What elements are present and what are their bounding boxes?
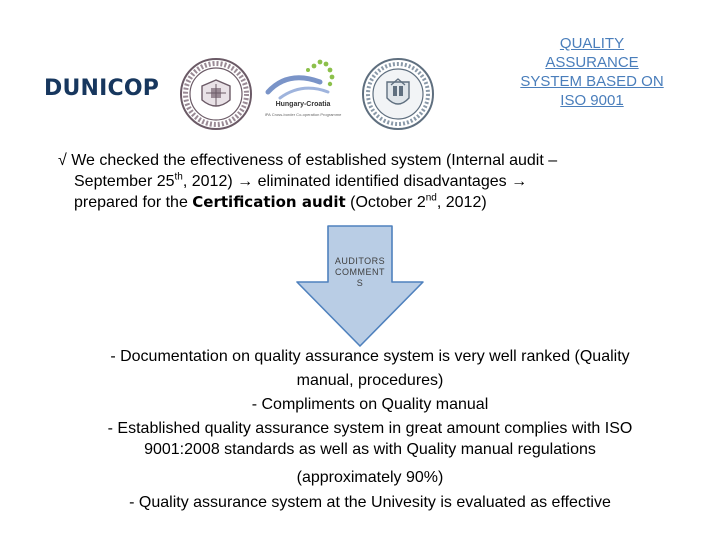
- check-bullet-icon: √: [58, 152, 67, 169]
- brand-title: DUNICOP: [44, 76, 160, 101]
- intro-text: We checked the effectiveness of established system (Internal audit –: [71, 152, 558, 169]
- ordinal-suffix: th: [174, 171, 183, 183]
- ordinal-suffix: nd: [425, 192, 437, 204]
- intro-paragraph: [58, 150, 678, 213]
- auditor-results: [40, 346, 700, 513]
- arrow-label: [328, 256, 392, 289]
- title-line: SYSTEM BASED ON: [520, 73, 664, 90]
- intro-text: prepared for the: [74, 194, 193, 211]
- hungary-croatia-logo-subtext: IPA Cross-border Co-operation Programme: [264, 112, 342, 117]
- result-line: - Compliments on Quality manual: [251, 396, 489, 413]
- result-line: 9001:2008 standards as well as with Quality manual regulations: [144, 441, 596, 458]
- certification-audit-emphasis: Certification audit: [192, 193, 346, 211]
- intro-text: , 2012) → eliminated identified disadvantages →: [182, 173, 528, 190]
- university-seal-logo: [178, 56, 254, 132]
- title-line: QUALITY: [559, 35, 625, 52]
- title-line: ISO 9001: [560, 92, 624, 109]
- result-line: (approximately 90%): [296, 469, 444, 486]
- result-line: manual, procedures): [296, 372, 444, 389]
- page-title: [500, 34, 684, 110]
- hungary-croatia-logo-text: Hungary-Croatia: [275, 101, 331, 108]
- title-line: ASSURANCE: [545, 54, 639, 71]
- arrow-label-line: AUDITORS: [334, 256, 386, 266]
- intro-text: , 2012): [436, 194, 487, 211]
- intro-text: September 25: [74, 173, 175, 190]
- intro-line-2: [58, 171, 678, 192]
- intro-line-3: [58, 192, 678, 213]
- intro-text: (October 2: [345, 194, 426, 211]
- intro-line-1: [58, 150, 678, 171]
- result-line: - Documentation on quality assurance system is very well ranked (Quality: [110, 348, 630, 365]
- result-line: - Quality assurance system at the Univesity is evaluated as effective: [129, 494, 611, 511]
- arrow-label-line: COMMENT: [335, 267, 385, 277]
- city-crest-logo: [360, 56, 436, 132]
- result-line: - Established quality assurance system in great amount complies with ISO: [107, 420, 633, 437]
- arrow-label-line: S: [356, 278, 364, 288]
